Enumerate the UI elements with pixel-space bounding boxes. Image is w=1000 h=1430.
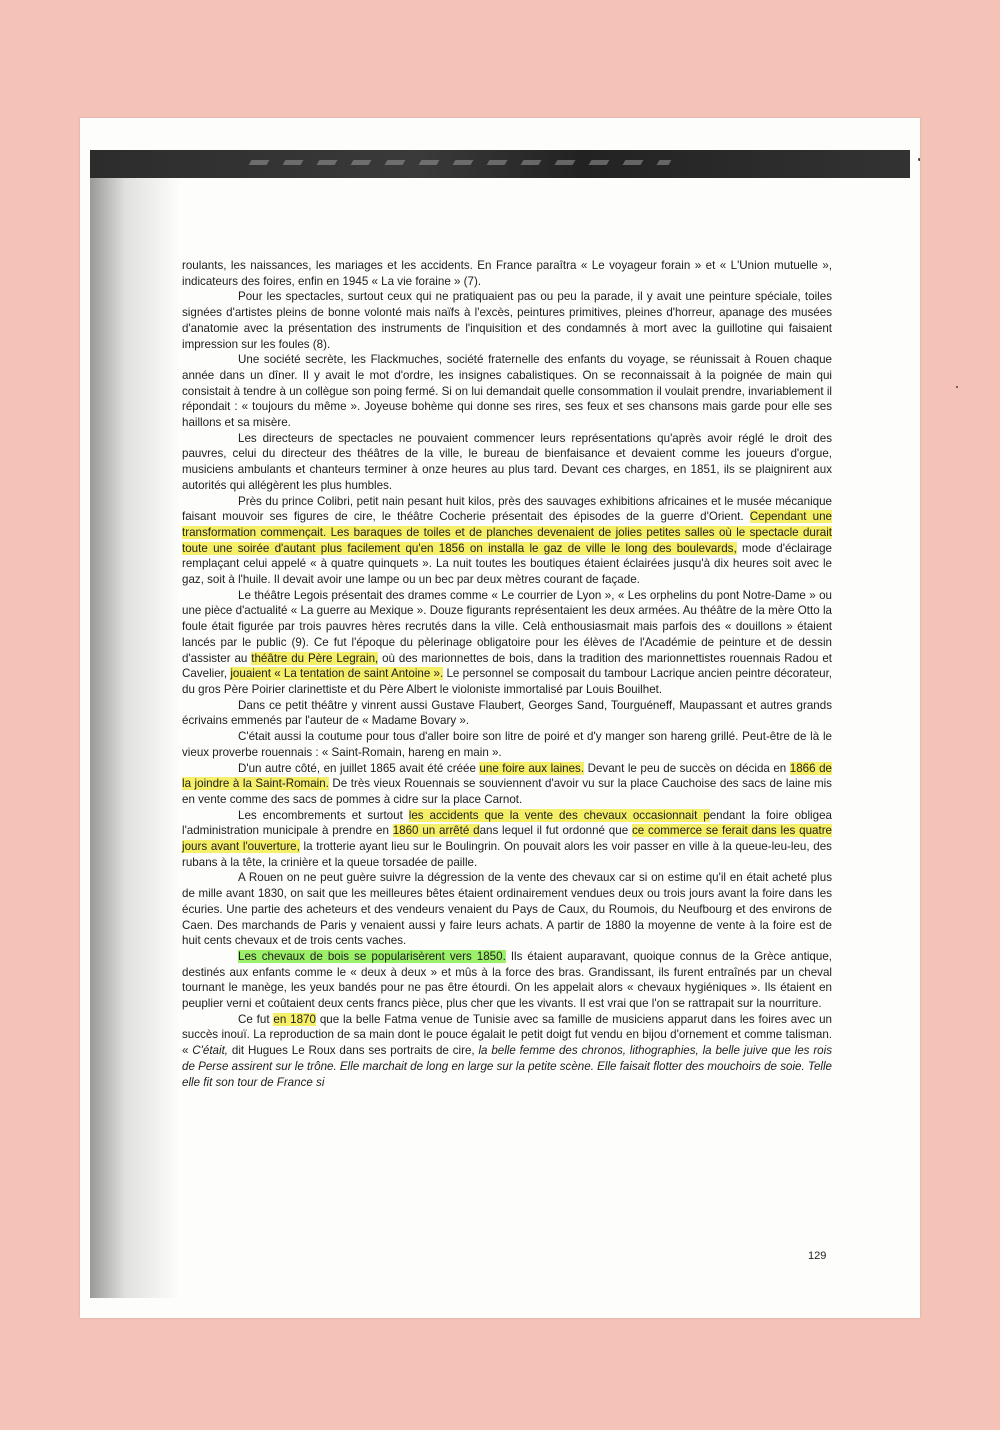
scanned-page xyxy=(80,118,920,1318)
text-run: A Rouen on ne peut guère suivre la dégression de la vente des chevaux car si on estime qu'il en était acheté plus de mille avant 1830, on sait que les meilleures bêtes étaient ordinairement vendues deux ou trois jours avant la foire dans les écuries. Une partie des acheteurs et des vendeurs venaient du Pays de Caux, du Roumois, du Neufbourg et des environs de Caen. Des marchands de Paris y venaient aussi y faire leurs achats. A partir de 1880 la moyenne de vente à la foire est de huit cents chevaux et de trois cents vaches. xyxy=(182,871,832,948)
paragraph xyxy=(182,729,832,760)
text-run: ans lequel il fut ordonné que xyxy=(479,824,632,838)
paragraph xyxy=(182,1012,832,1091)
text-run: D'un autre côté, en juillet 1865 avait été créée xyxy=(238,761,480,775)
highlighted-text: jouaient « La tentation de saint Antoine ». xyxy=(230,667,444,681)
scan-shadow xyxy=(90,178,180,1298)
text-run: Devant le peu de succès on décida en xyxy=(584,761,790,775)
text-run: endant la foire obligea l'administration municipale à prendre en xyxy=(182,808,832,838)
text-run: que la belle Fatma venue de Tunisie avec sa famille de musiciens apparut dans les foires avec un succès inouï. La reproduction de sa main dont le pouce égalait le petit doigt fut vendu en bijou d'ornement et comme talisman. « xyxy=(182,1012,832,1058)
highlighted-text: en 1870 xyxy=(273,1012,316,1026)
text-run: C'était aussi la coutume pour tous d'aller boire son litre de poiré et d'y manger son hareng grillé. Peut-être de là le vieux proverbe rouennais : « Saint-Romain, hareng en main ». xyxy=(182,730,832,759)
scan-speck xyxy=(918,158,920,161)
paragraph xyxy=(182,808,832,871)
text-run: Ils étaient auparavant, quoique connus de la Grèce antique, destinés aux enfants comme le « deux à deux » et mûs à la force des bras. Grandissant, ils furent entraînés par un cheval tournant le manège, les yeux bandés pour ne pas être étourdi. On les appelait alors « chevaux hygiéniques ». Ils étaient en peuplier verni et coûtaient deux cents francs pièce, plus cher que les vivants. Il est vrai que l'on se rattrapait sur la nourriture. xyxy=(182,949,832,1011)
text-run: Une société secrète, les Flackmuches, société fraternelle des enfants du voyage, se réunissait à Rouen chaque année dans un dîner. Il y avait le mot d'ordre, les insignes cabalistiques. On se reconnaissait à la poignée de main qui consistait à tendre à un collègue son poing fermé. Si on lui demandait quelle consommation il voulait prendre, invariablement il répondait : « toujours du même ». Joyeuse bohème qui donne ses rires, ses feux et ses chansons mais garde pour elle ses haillons et sa misère. xyxy=(182,353,832,430)
text-run: Près du prince Colibri, petit nain pesant huit kilos, près des sauvages exhibitions africaines et le musée mécanique faisant mouvoir ses figures de cire, le théâtre Cocherie présentait des épisodes de la guerre d'Orient. xyxy=(182,494,832,524)
scan-speck xyxy=(956,386,958,388)
text-run: Pour les spectacles, surtout ceux qui ne pratiquaient pas ou peu la parade, il y avait une peinture spéciale, toiles signées d'artistes pleins de bonne volonté mais naïfs à l'excès, peintures primitives, pleines d'horreur, apanage des musées d'anatomie avec la présentation des instruments de l'inquisition et des condamnés à mort avec la guillotine qui faisaient impression sur les foules (8). xyxy=(182,290,832,351)
header-banner xyxy=(90,150,910,178)
highlighted-text: une foire aux laines. xyxy=(479,761,585,775)
text-run: Le personnel se composait du tambour Lacrique ancien peintre décorateur, du gros Père Poirier clarinettiste et du Père Albert le violoniste immortalisé par Louis Bouilhet. xyxy=(182,667,833,696)
highlighted-text: 1860 un arrêté d xyxy=(392,824,480,838)
highlighted-text: les accidents que la vente des chevaux occasionnait p xyxy=(408,808,710,822)
text-run: la trotterie ayant lieu sur le Boulingrin. On pouvait alors les voir passer en ville à la queue-leu-leu, des rubans à la tête, la crinière et la queue torsadée de paille. xyxy=(182,840,832,869)
paragraph xyxy=(182,698,832,729)
paragraph xyxy=(182,761,832,808)
highlighted-text: 1866 de la joindre à la Saint-Romain. xyxy=(182,761,832,791)
banner-streak xyxy=(249,160,672,165)
highlighted-text-green: Les chevaux de bois se popularisèrent vers 1850. xyxy=(238,949,506,963)
text-run: roulants, les naissances, les mariages et les accidents. En France paraîtra « Le voyageur forain » et « L'Union mutuelle », indicateurs des foires, enfin en 1945 « La vie foraine » (7). xyxy=(182,259,832,288)
text-run: Les directeurs de spectacles ne pouvaient commencer leurs représentations qu'après avoir réglé le droit des pauvres, celui du directeur des théâtres de la ville, le bureau de bienfaisance et devaient comme les joueurs d'orgue, musiciens ambulants et chanteurs terminer à onze heures au plus tard. Devant ces charges, en 1851, ils se plaignirent aux autorités qui allégèrent les plus humbles. xyxy=(182,431,832,492)
body-text xyxy=(182,258,832,1090)
paragraph xyxy=(182,289,832,352)
text-run: Dans ce petit théâtre y vinrent aussi Gustave Flaubert, Georges Sand, Tourguéneff, Maupassant et autres grands écrivains emmenés par l'auteur de « Madame Bovary ». xyxy=(182,698,832,728)
highlighted-text: ce commerce se ferait dans les quatre jours avant l'ouverture, xyxy=(182,824,833,854)
text-run: Le théâtre Legois présentait des drames comme « Le courrier de Lyon », « Les orphelins du pont Notre-Dame » ou une pièce d'actualité « La guerre au Mexique ». Douze figurants représentaient les deux armées. Au théâtre de la mère Otto la foule était figurée par trois pauvres hères recrutés dans la ville. Celà enthousiasmait mais parfois des « douillons » étaient lancés par le public (9). Ce fut l'époque du pèlerinage obligatoire pour les élèves de l'Académie de peinture et de dessin d'assister au xyxy=(182,588,832,665)
text-run: la belle femme des chronos, lithographies, la belle juive que les rois de Perse assirent sur le trône. Elle marchait de long en large sur la petite scène. Elle faisait flotter des mouchoirs de soie. Telle elle fit son tour de France si xyxy=(182,1044,832,1089)
paragraph xyxy=(182,949,832,1012)
highlighted-text: Cependant une transformation commençait. Les baraques de toiles et de planches devenaient de jolies petites salles où le spectacle durait toute une soirée d'autant plus facilement qu'en 1856 on installa le gaz de ville le long des boulevards, xyxy=(182,510,832,555)
text-run: C'était, xyxy=(192,1044,229,1058)
paragraph xyxy=(182,588,832,698)
text-run: où des marionnettes de bois, dans la tradition des marionnettistes rouennais Radou et Cavelier, xyxy=(182,651,832,681)
text-run: mode d'éclairage remplaçant celui appelé « à quatre quinquets ». La nuit toutes les boutiques étaient éclairées jusqu'à dix heures soit avec le gaz, soit à l'huile. Il devait avoir une lampe ou un bec par deux mètres courant de façade. xyxy=(182,541,832,587)
paragraph xyxy=(182,352,832,431)
page-number: 129 xyxy=(808,1250,827,1262)
paragraph xyxy=(182,870,832,949)
highlighted-text: théâtre du Père Legrain, xyxy=(251,651,379,665)
text-run: Ce fut xyxy=(238,1012,274,1026)
paragraph xyxy=(182,258,832,289)
text-run: De très vieux Rouennais se souviennent d'avoir vu sur la place Cauchoise des sacs de laine mis en vente comme des sacs de pommes à cidre sur la place Carnot. xyxy=(182,777,832,806)
text-run: Les encombrements et surtout xyxy=(238,808,409,822)
paragraph xyxy=(182,431,832,494)
text-run: dit Hugues Le Roux dans ses portraits de cire, xyxy=(228,1044,479,1058)
paragraph xyxy=(182,494,832,588)
